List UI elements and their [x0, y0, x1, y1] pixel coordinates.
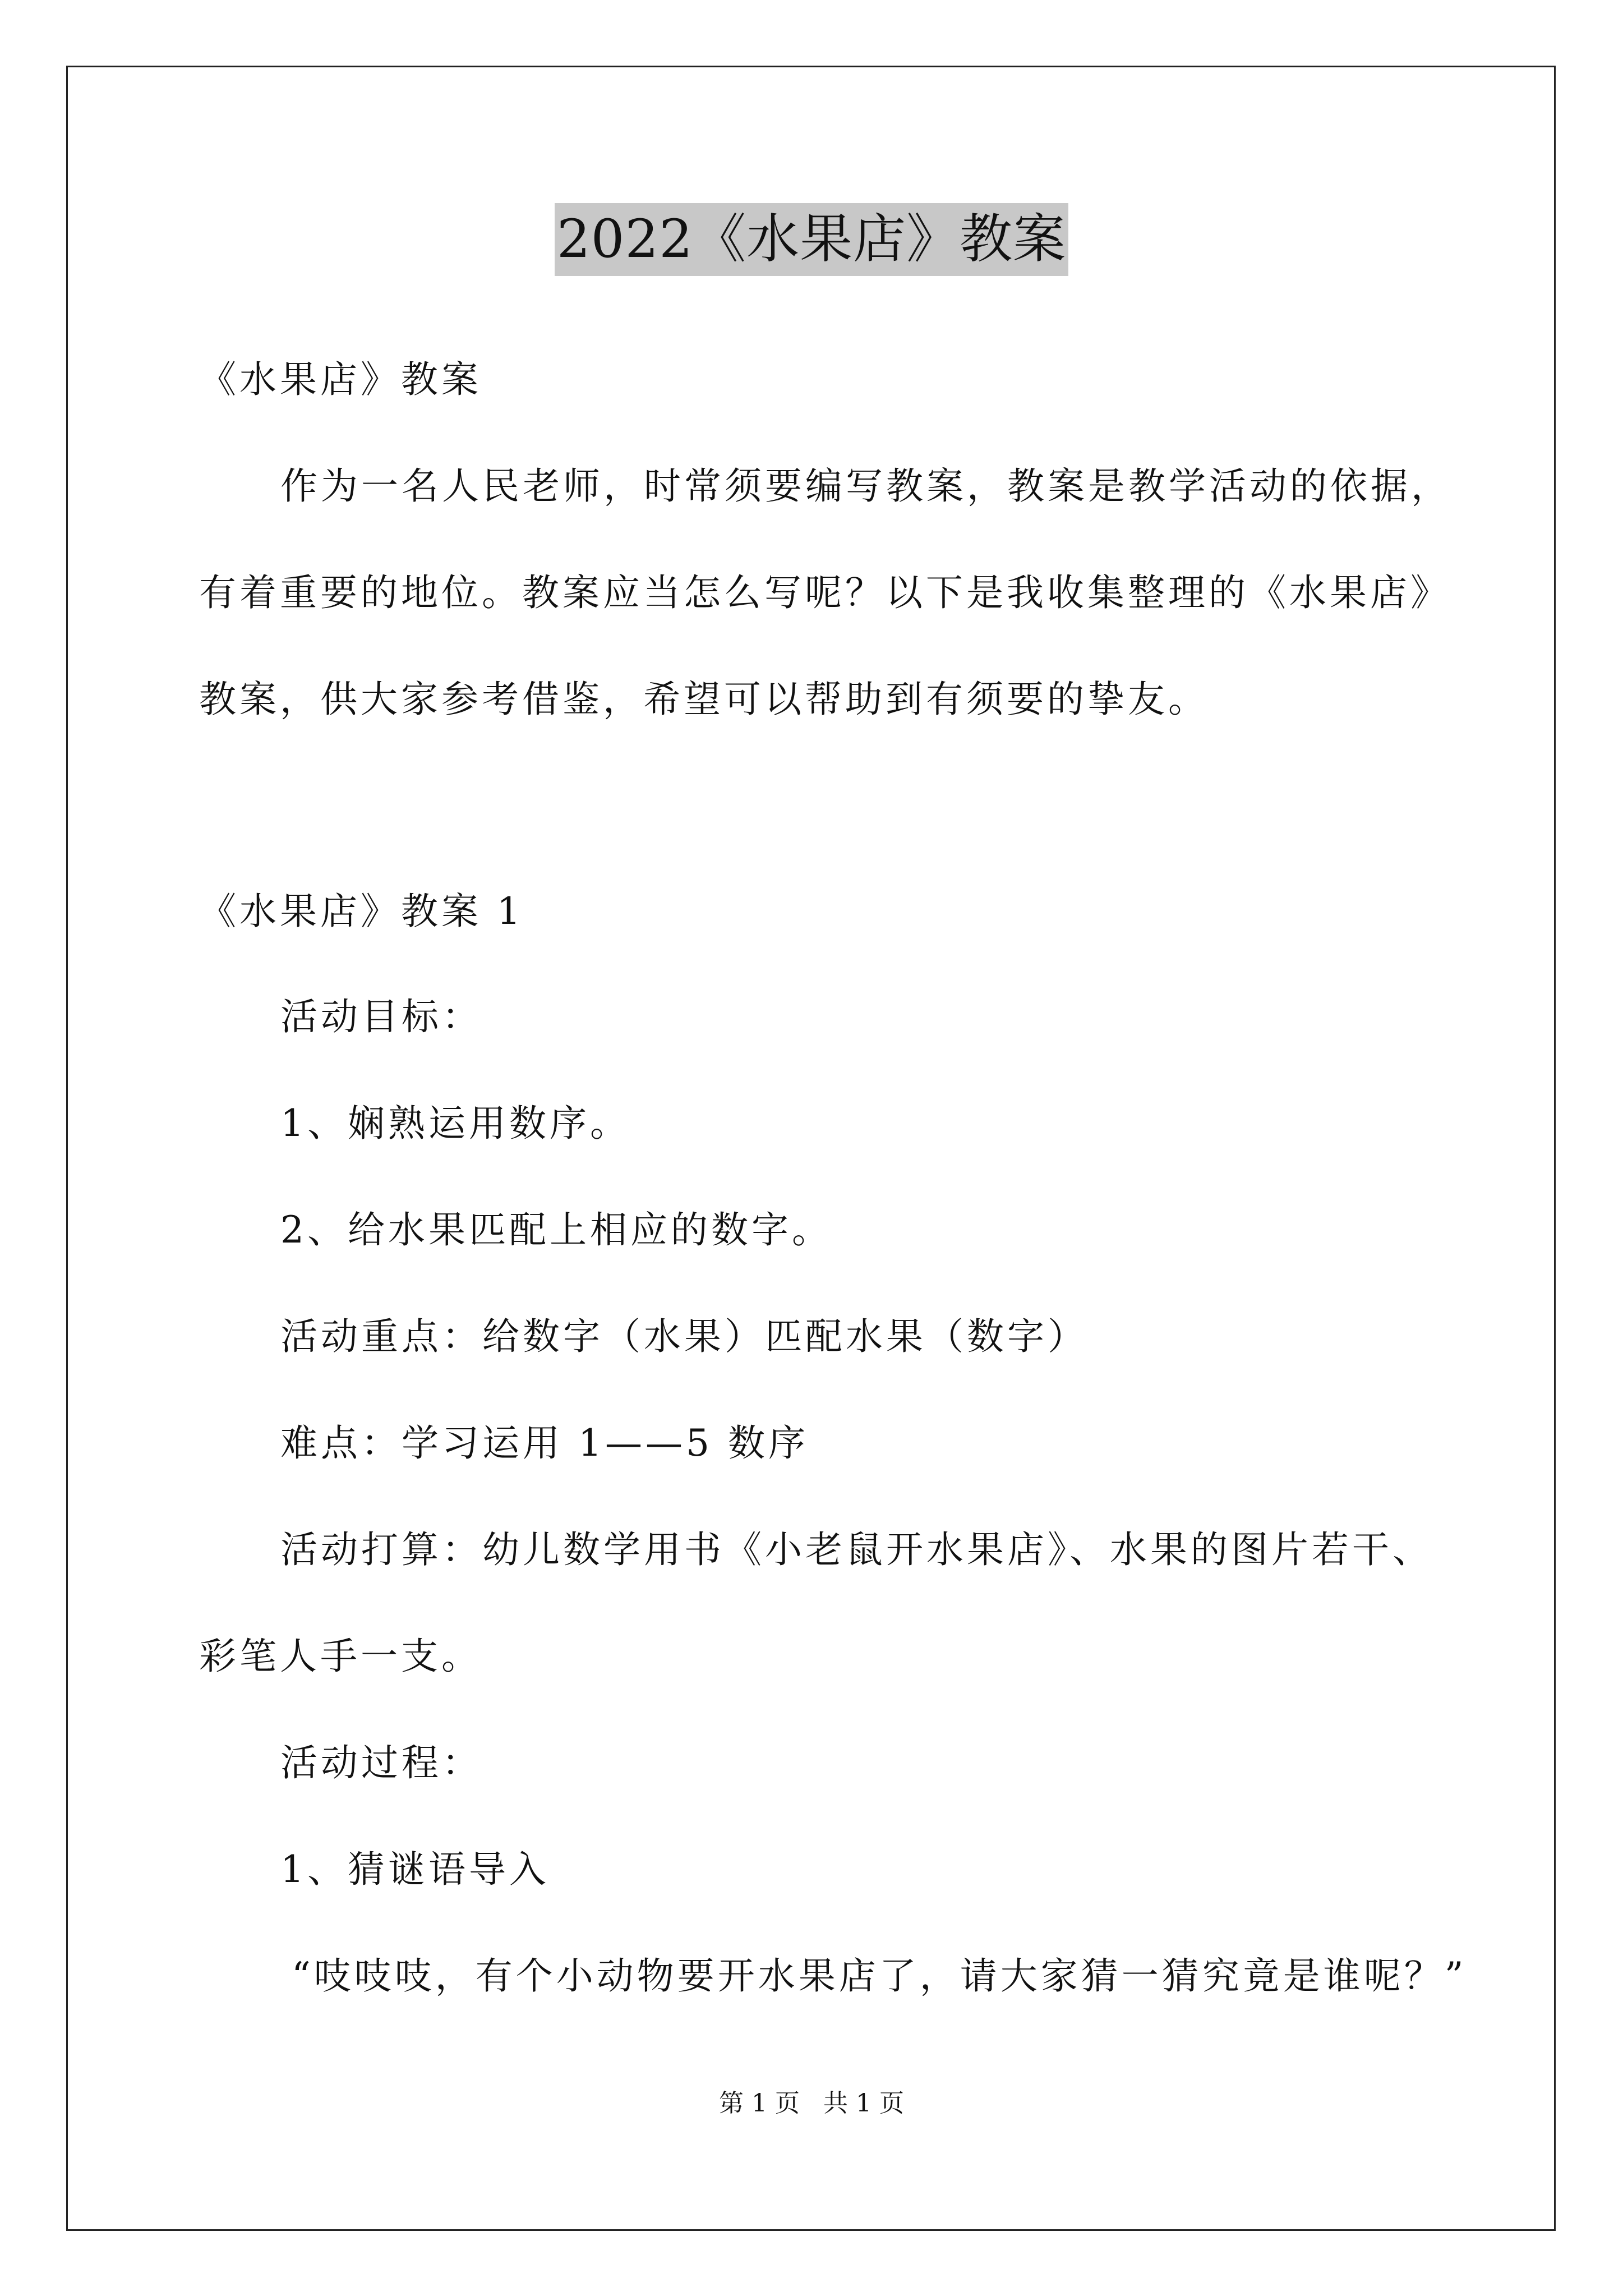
paragraph-line: 2、给水果匹配上相应的数字。	[280, 1208, 832, 1251]
title-container	[0, 203, 1623, 276]
document-title: 2022《水果店》教案	[555, 203, 1068, 276]
paragraph-line: 活动过程：	[280, 1741, 482, 1784]
paragraph-line: 1、猜谜语导入	[280, 1848, 550, 1891]
page-footer: 第 1 页 共 1 页	[719, 2089, 904, 2118]
section-heading: 《水果店》教案 1	[199, 890, 524, 933]
paragraph-line: “吱吱吱，有个小动物要开水果店了，请大家猜一猜究竟是谁呢？”	[292, 1954, 1467, 1998]
paragraph-line: 作为一名人民老师，时常须要编写教案，教案是教学活动的依据，	[280, 464, 1451, 508]
paragraph-line: 教案，供大家参考借鉴，希望可以帮助到有须要的挚友。	[199, 678, 1209, 721]
paragraph-line: 活动重点：给数字（水果）匹配水果（数字）	[280, 1315, 1088, 1358]
intro-heading: 《水果店》教案	[199, 358, 482, 401]
paragraph-line: 有着重要的地位。教案应当怎么写呢？以下是我收集整理的《水果店》	[199, 571, 1451, 614]
paragraph-line: 彩笔人手一支。	[199, 1635, 482, 1678]
paragraph-line: 活动打算：幼儿数学用书《小老鼠开水果店》、水果的图片若干、	[280, 1528, 1433, 1571]
paragraph-line: 1、娴熟运用数序。	[280, 1102, 630, 1145]
paragraph-line: 活动目标：	[280, 995, 482, 1038]
paragraph-line: 难点：学习运用 1——5 数序	[280, 1421, 809, 1465]
